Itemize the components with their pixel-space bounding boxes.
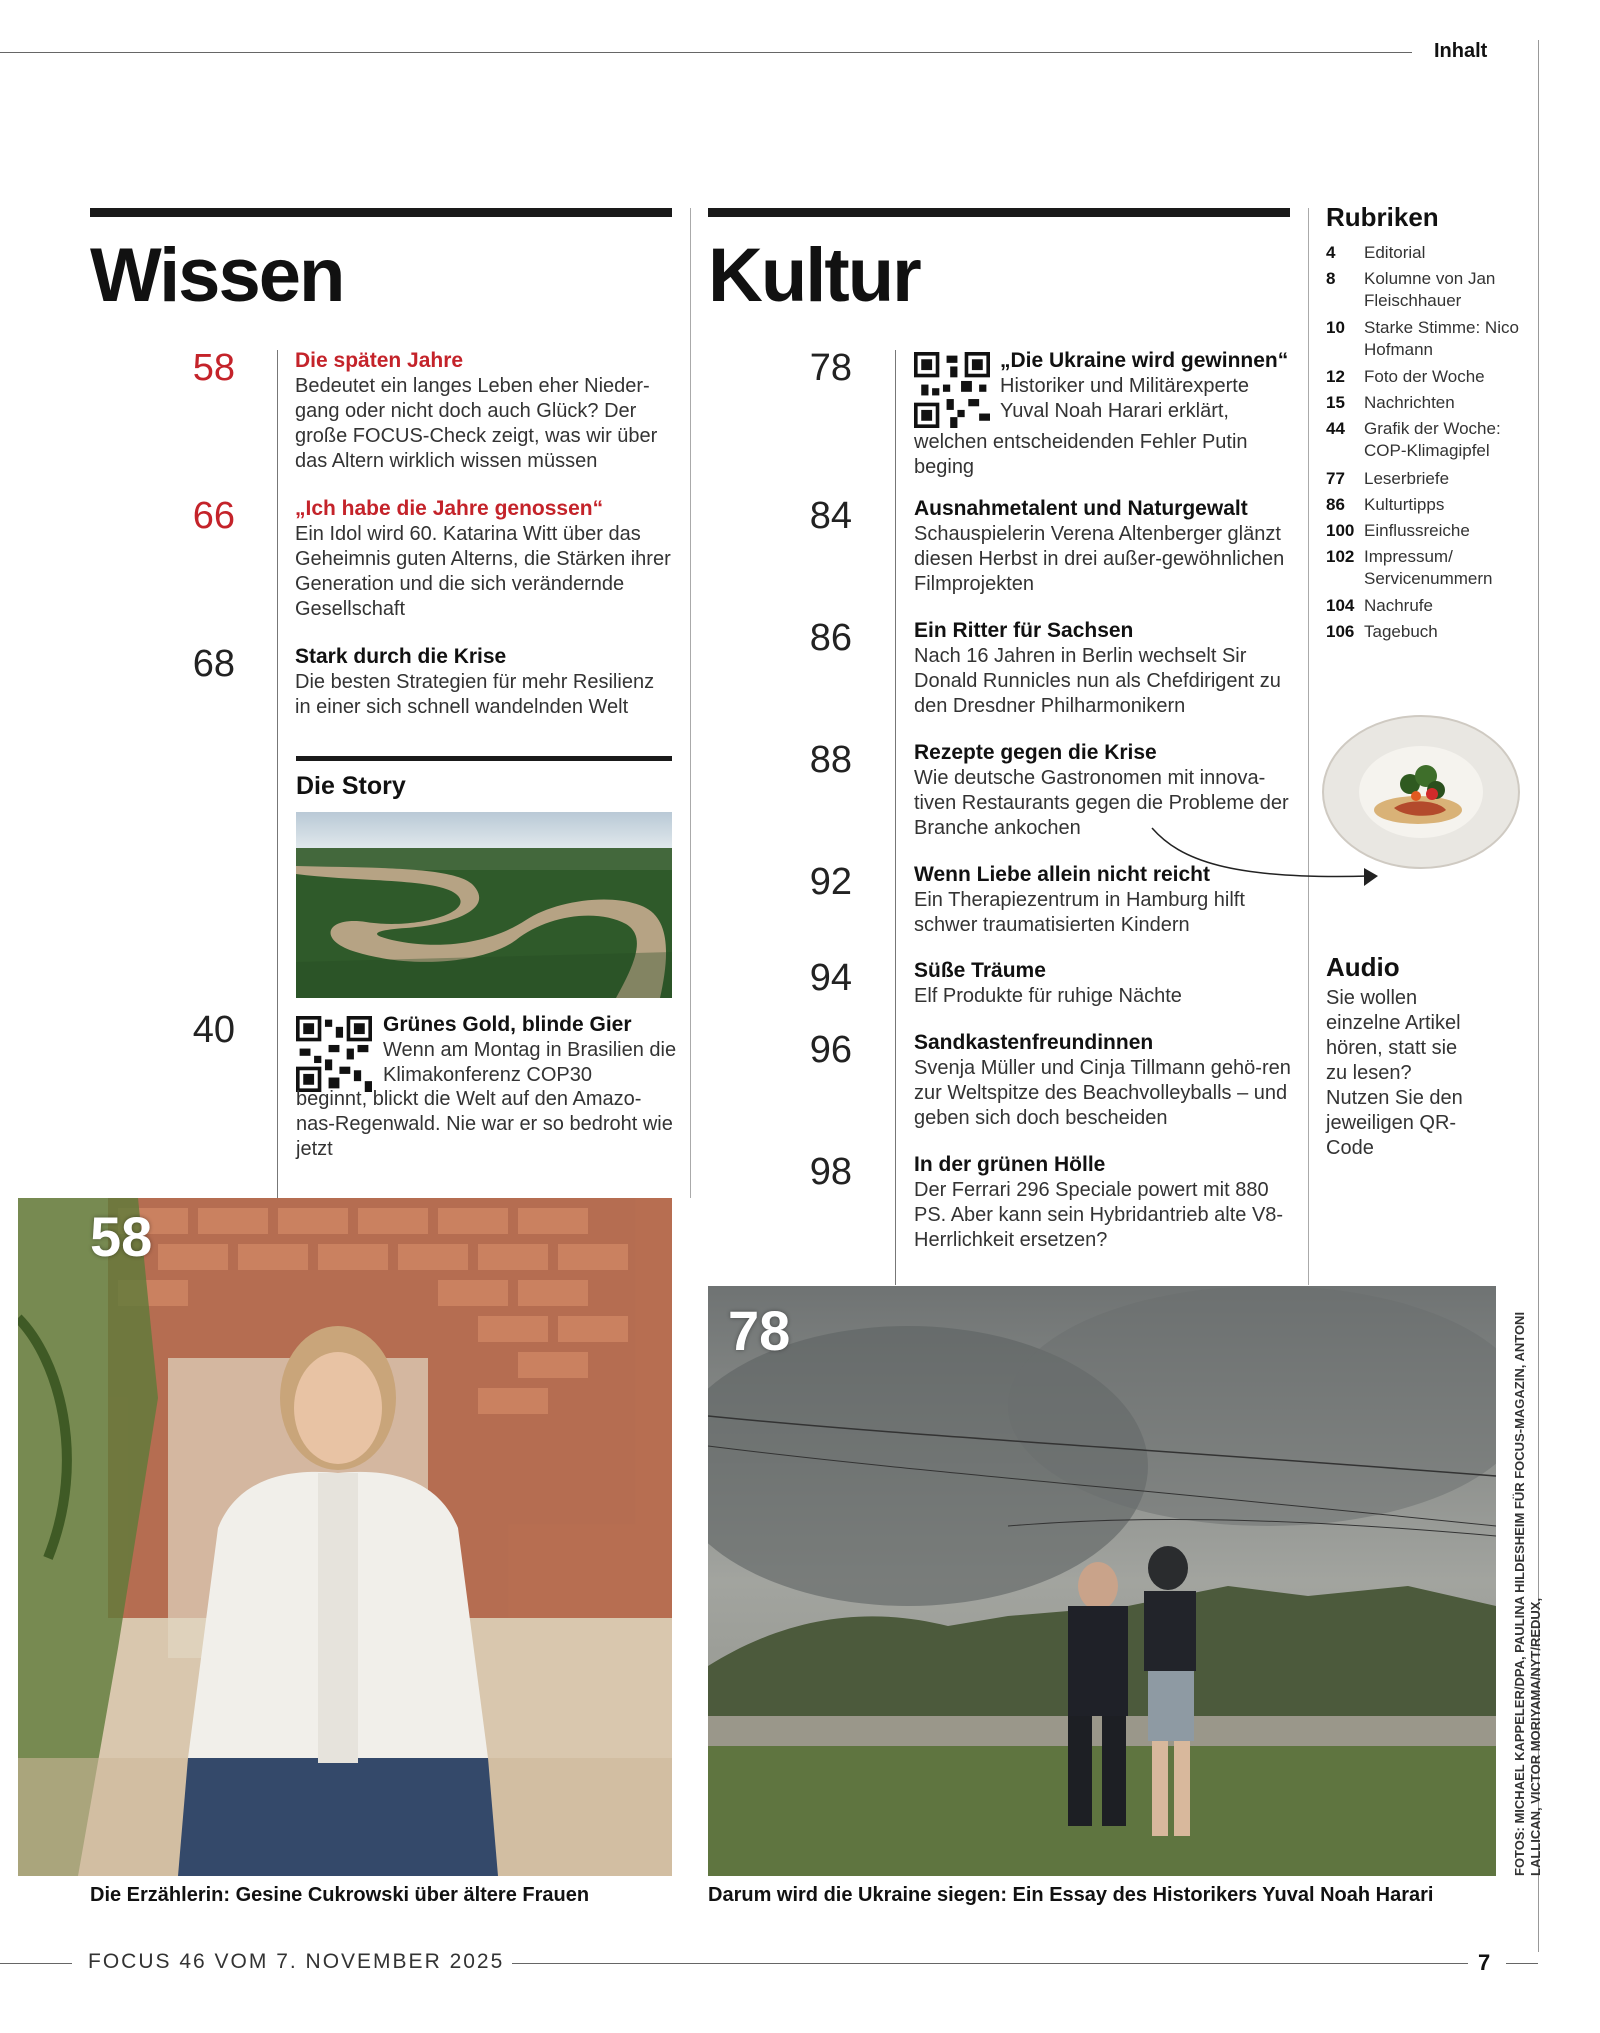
- footer-rule-left: [0, 1963, 72, 1964]
- entry-title: Süße Träume: [914, 959, 1046, 982]
- rubriken-title: Rubriken: [1326, 202, 1439, 232]
- story-rule: [296, 756, 672, 761]
- entry-title: Die späten Jahre: [295, 349, 464, 372]
- story-text-below: beginnt, blickt die Welt auf den Amazo-nas-Regenwald. Nie war er so bedroht wie jetzt: [296, 1088, 673, 1160]
- rubriken-list: 4 Editorial 8 Kolumne von Jan Fleischhauer 10 Starke Stimme: Nico Hofmann 12 Foto der Woche 15 Nachrichten 44 Grafik der Woche: COP-Klimagipfel 77 Leserbriefe 86 Kulturtipps 100 Einflussreiche 102 Impressum/ Servicenummern 104 Nachrufe 106 Tagebuch: [1326, 243, 1519, 641]
- column-divider-2: [1308, 208, 1309, 1285]
- footer-rule-end: [1506, 1963, 1538, 1964]
- wissen-title: Wissen: [90, 233, 344, 318]
- entry-text: Schauspielerin Verena Altenberger glänzt diesen Herbst in drei außer-gewöhnlichen Filmprojekten: [914, 523, 1285, 595]
- entry-title: „Die Ukraine wird gewinnen“: [1000, 349, 1289, 372]
- entry-title: Stark durch die Krise: [295, 645, 507, 668]
- entry-text: Wie deutsche Gastronomen mit innova-tiven Restaurants gegen die Probleme der Branche ankochen: [914, 767, 1289, 839]
- qr-code-icon[interactable]: [914, 352, 990, 428]
- footer-issue: FOCUS 46 VOM 7. NOVEMBER 2025: [88, 1950, 505, 1973]
- entry-title: In der grünen Hölle: [914, 1153, 1106, 1176]
- story-body[interactable]: [383, 1012, 683, 1088]
- top-rule: [0, 52, 1412, 53]
- entry-page: 58: [192, 347, 235, 389]
- entry-text: Wenn am Montag in Brasilien die Klimakonferenz COP30: [383, 1039, 677, 1086]
- entry-page: 94: [809, 957, 852, 999]
- entry-text: Ein Therapiezentrum in Hamburg hilft schwer traumatisierten Kindern: [914, 889, 1245, 936]
- entry-text: Svenja Müller und Cinja Tillmann gehö-ren zur Weltspitze des Beachvolleyballs – und geben sich doch bescheiden: [914, 1057, 1291, 1129]
- entry-title: Wenn Liebe allein nicht reicht: [914, 863, 1210, 886]
- photo-credits: FOTOS: MICHAEL KAPPELER/DPA, PAULINA HILDESHEIM FÜR FOCUS-MAGAZIN, ANTONI LALLICAN, VICTOR MORIYAMA/NYT/REDUX,: [1512, 1311, 1543, 1876]
- entry-title: Grünes Gold, blinde Gier: [383, 1013, 632, 1036]
- entry-page: 68: [192, 643, 235, 685]
- entry-text: Historiker und Militärexperte Yuval Noah Harari erklärt,: [1000, 375, 1249, 422]
- kultur-top-bar: [708, 208, 1290, 217]
- photo-caption: Die Erzählerin: Gesine Cukrowski über ältere Frauen: [90, 1884, 590, 1906]
- wissen-top-bar: [90, 208, 672, 217]
- wissen-divider: [277, 350, 278, 1198]
- column-divider-1: [690, 208, 691, 1198]
- entry-page: 98: [809, 1151, 852, 1193]
- arrow-icon: [1150, 820, 1390, 890]
- entry-page: 66: [192, 495, 235, 537]
- entry-page: 88: [809, 739, 852, 781]
- section-label: Inhalt: [1434, 40, 1488, 62]
- entry-page: 92: [809, 861, 852, 903]
- entry-text: Ein Idol wird 60. Katarina Witt über das Geheimnis guten Alterns, die Stärken ihrer Generation und die sich verändernde Gesellschaft: [295, 523, 671, 620]
- ukraine-photo: [708, 1286, 1496, 1876]
- amazon-river-image: [296, 812, 672, 998]
- footer-page-number: 7: [1478, 1950, 1491, 1975]
- qr-code-icon[interactable]: [296, 1016, 372, 1092]
- entry-page: 40: [192, 1009, 235, 1051]
- entry-title: Ein Ritter für Sachsen: [914, 619, 1134, 642]
- kultur-entry-body[interactable]: [1000, 348, 1300, 424]
- entry-page: 78: [809, 347, 852, 389]
- audio-text: Sie wollen einzelne Artikel hören, statt sie zu lesen? Nutzen Sie den jeweiligen QR-Code: [1326, 987, 1463, 1159]
- entry-title: „Ich habe die Jahre genossen“: [295, 497, 604, 520]
- kultur-title: Kultur: [708, 233, 920, 318]
- entry-page: 96: [809, 1029, 852, 1071]
- audio-title: Audio: [1326, 952, 1400, 982]
- entry-text: Der Ferrari 296 Speciale powert mit 880 PS. Aber kann sein Hybridantrieb alte V8-Herrlichkeit ersetzen?: [914, 1179, 1284, 1251]
- kultur-entry-text-below: welchen entscheidenden Fehler Putin beging: [914, 431, 1248, 478]
- footer-rule-right: [512, 1963, 1468, 1964]
- entry-text: Die besten Strategien für mehr Resilienz in einer sich schnell wandelnden Welt: [295, 671, 655, 718]
- photo-page-number: 58: [90, 1205, 153, 1268]
- portrait-photo: [18, 1198, 672, 1876]
- entry-text: Bedeutet ein langes Leben eher Nieder-gang oder nicht doch auch Glück? Der große FOCUS-Check zeigt, was wir über das Altern wirklich wissen müssen: [295, 375, 658, 472]
- entry-text: Elf Produkte für ruhige Nächte: [914, 985, 1182, 1007]
- story-heading: Die Story: [296, 772, 406, 800]
- entry-title: Ausnahmetalent und Naturgewalt: [914, 497, 1248, 520]
- kultur-divider: [895, 350, 896, 1285]
- entry-title: Sandkastenfreundinnen: [914, 1031, 1154, 1054]
- entry-title: Rezepte gegen die Krise: [914, 741, 1157, 764]
- photo-page-number: 78: [728, 1299, 791, 1362]
- entry-page: 84: [809, 495, 852, 537]
- photo-caption: Darum wird die Ukraine siegen: Ein Essay des Historikers Yuval Noah Harari: [708, 1884, 1434, 1906]
- entry-text: Nach 16 Jahren in Berlin wechselt Sir Donald Runnicles nun als Chefdirigent zu den Dresdner Philharmonikern: [914, 645, 1281, 717]
- entry-page: 86: [809, 617, 852, 659]
